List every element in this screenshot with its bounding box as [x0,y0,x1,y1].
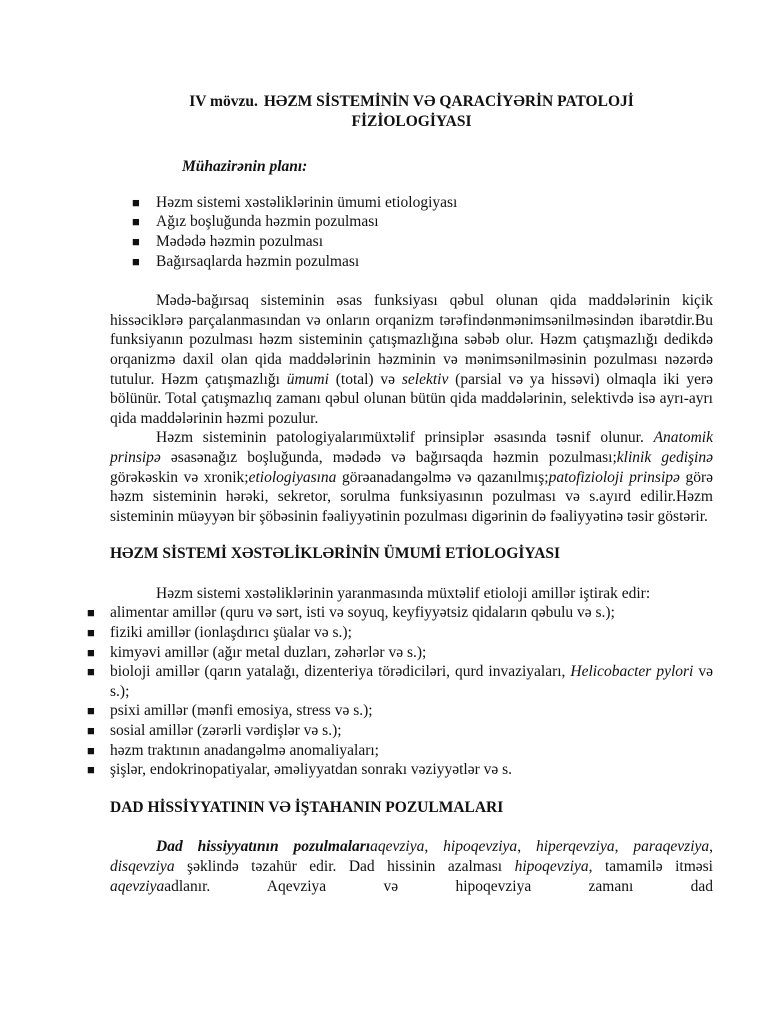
plan-item [132,212,713,232]
text-run: görəkəskin və xronik; [110,468,249,486]
text-run: görə həzm sisteminin hərəki, sekretor, sorulma funksiyasının pozulması və s.ayırd edilir.Həzm sisteminin müəyyən bir şöbəsinin fəaliyyətinin pozulması digərinin də fəaliyyətinə təsir göstərir. [110,468,714,525]
bullet-icon: ■ [87,703,95,719]
plan-heading: Mühazirənin planı: [182,158,308,176]
cause-item [87,760,713,780]
italic-term: paraqevziya [633,838,710,856]
bullet-icon: ■ [87,762,95,778]
italic-term: Anatomik prinsipə [110,429,713,466]
italic-term: etiologiyasına [248,468,337,486]
bullet-icon: ■ [87,644,95,660]
italic-term: aqevziya [110,877,165,895]
bullet-icon: ■ [132,253,140,269]
italic-term: disqevziya [110,858,175,875]
cause-text: həzm traktının anadangəlmə anomaliyaları; [110,741,379,759]
cause-item [87,721,713,741]
italic-term: aqevziya [370,838,425,856]
topic-label: IV mövzu. [189,93,258,110]
paragraph-intro [110,291,713,428]
plan-item [132,193,713,213]
text-run: (parsial və ya hissəvi) olmaqla iki yerə bölünür. Total çatışmazlıq zamanı qəbul olunan bütün qida maddələrinin, selektivdə isə ayrı-ayrı qida maddələrinin həzmi pozulur. [110,370,713,427]
title-line-2: FİZİOLOGİYASI [351,112,472,130]
text-run: , tamamilə itməsi [588,858,713,875]
cause-text: sosial amillər (zərərli vərdişlər və s.); [110,722,342,740]
italic-term: hipoqevziya [514,858,589,875]
cause-item [87,623,713,643]
bullet-icon: ■ [87,605,95,621]
text-run: görəanadangəlmə və qazanılmış; [336,468,549,486]
italic-term: hiperqevziya [535,838,615,856]
italic-term: hipoqevziya [443,838,518,856]
cause-item [87,701,713,721]
text-run: , [517,838,536,856]
plan-list [110,193,713,271]
bullet-icon: ■ [132,214,140,230]
text-run: şəklində təzahür edir. Dad hissinin azalması [174,858,515,875]
bullet-icon: ■ [87,625,95,641]
text-run: , [424,838,444,856]
italic-term: ümumi [286,370,329,388]
plan-item-text: Ağız boşluğunda həzmin pozulması [156,213,379,231]
text-run: adlanır. Aqevziya və hipoqevziya zamanı dad [164,877,713,895]
section-heading-taste: DAD HİSSİYYATININ VƏ İŞTAHANIN POZULMALARI [110,798,504,816]
plan-item [132,252,713,272]
italic-term: Helicobacter pylori [570,663,694,681]
italic-term: klinik gedişinə [616,448,713,466]
bold-italic-term: Dad hissiyyatının pozulmaları [156,838,371,856]
plan-item-text: Bağırsaqlarda həzmin pozulması [156,252,360,270]
cause-text: şişlər, endokrinopatiyalar, əməliyyatdan sonrakı vəziyyətlər və s. [110,761,513,779]
cause-text: bioloji amillər (qarın yatalağı, dizenteriya törədiciləri, qurd invaziyaları, [110,663,571,681]
document-title [110,92,713,131]
title-line-1: HƏZM SİSTEMİNİN VƏ QARACİYƏRİN PATOLOJİ [263,93,634,110]
text-run: Mədə-bağırsaq sisteminin əsas funksiyası qəbul olunan qida maddələrinin kiçik hissəciklərə parçalanmasından və onların orqanizm tərəfindənmənimsənilməsindən ibarətdir.Bu funksiyanın pozulması həzm sisteminin çatışmazlığına səbəb olur. Həzm çatışmazlığı dedikdə orqanizmə daxil olan qida maddələrinin həzminin və mənimsənilməsinin pozulması nəzərdə tutulur. Həzm çatışmazlığı [110,292,713,388]
italic-term: patofizioloji prinsipə [548,468,680,486]
cause-item [87,603,713,623]
plan-item-text: Həzm sistemi xəstəliklərinin ümumi etiologiyası [156,193,458,211]
cause-text: psixi amillər (mənfi emosiya, stress və s.); [110,702,373,720]
bullet-icon: ■ [132,194,140,210]
bullet-icon: ■ [87,742,95,758]
bullet-icon: ■ [87,723,95,739]
page-content [87,92,714,896]
cause-text: kimyəvi amillər (ağır metal duzları, zəhərlər və s.); [110,643,427,661]
paragraph-etiology-intro: Həzm sistemi xəstəliklərinin yaranmasında müxtəlif etioloji amillər iştirak edir: [156,584,651,602]
causes-list [87,603,713,779]
bullet-icon: ■ [132,233,140,249]
cause-text: fiziki amillər (ionlaşdırıcı şüalar və s.); [110,624,352,642]
plan-item-text: Mədədə həzmin pozulması [156,232,324,250]
text-run: Həzm sisteminin patologiyalarımüxtəlif prinsiplər əsasında təsnif olunur. [156,429,654,447]
paragraph-classification [110,428,713,526]
cause-item [87,741,713,761]
cause-item [87,662,713,701]
text-run: , [709,838,714,856]
section-heading-etiology: HƏZM SİSTEMİ XƏSTƏLİKLƏRİNİN ÜMUMİ ETİOLOGİYASI [110,545,561,563]
cause-item [87,643,713,663]
plan-item [132,232,713,252]
cause-text: alimentar amillər (quru və sərt, isti və soyuq, keyfiyyətsiz qidaların qəbulu və s.); [110,604,615,622]
text-run: (total) və [328,370,402,388]
bullet-icon: ■ [87,664,95,680]
text-run: , [614,838,634,856]
italic-term: selektiv [401,370,449,388]
text-run: əsasənağız boşluğunda, mədədə və bağırsaqda həzmin pozulması; [160,448,617,466]
paragraph-taste [110,837,713,896]
cause-text: və s.); [110,663,713,700]
